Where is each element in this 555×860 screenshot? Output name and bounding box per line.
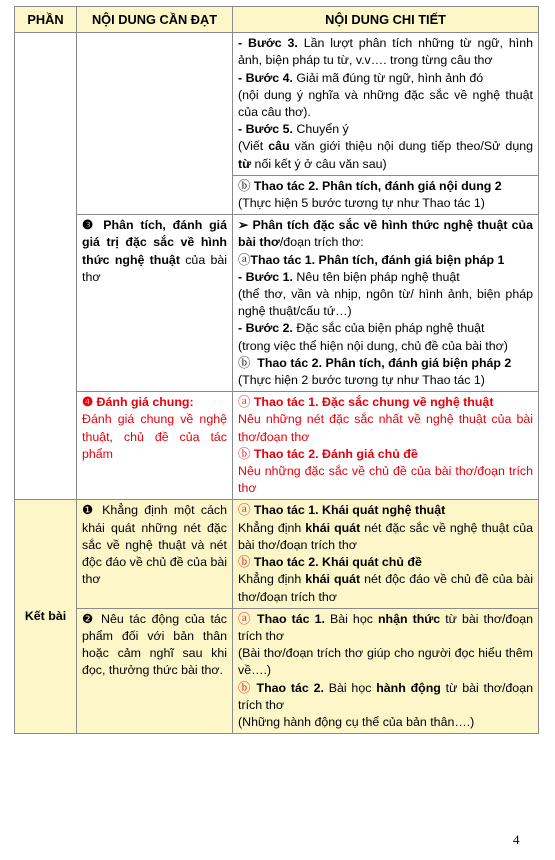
circled-a-icon: ⓐ	[238, 503, 254, 518]
table-row	[15, 500, 539, 608]
art-analysis-detail: ➢ Phân tích đặc sắc về hình thức nghệ thuật của bài thơ/đoạn trích thơ: ⓐThao tác 1. Phân tích, đánh giá biện pháp 1 - Bước 1. Nêu tên biện pháp nghệ thuật (thể thơ, vần và nhịp, ngôn từ/ hình ảnh, biện pháp nghệ thuật/cấu tứ…) - Bước 2. Đặc sắc của biện pháp nghệ thuật (trong việc thể hiện nội dung, chủ đề của bài thơ) ⓑ Thao tác 2. Phân tích, đánh giá biện pháp 2 (Thực hiện 2 bước tương tự như Thao tác 1)	[233, 215, 539, 392]
content-cell-empty	[77, 33, 233, 215]
table-row	[15, 608, 539, 733]
ketbai-point-1: ❶ Khẳng định một cách khái quát những nét đặc sắc về nghệ thuật và nét độc đáo về chủ đề của bài thơ	[77, 500, 233, 608]
table-row	[15, 215, 539, 392]
page-number: 4	[513, 832, 520, 847]
circled-b-icon: ⓑ	[238, 555, 254, 570]
header-noi-dung-can-dat: NỘI DUNG CẦN ĐẠT	[77, 7, 233, 33]
table-row	[15, 33, 539, 176]
outline-table	[14, 6, 539, 734]
circled-b-icon: ⓑ	[238, 355, 251, 370]
header-phan: PHẦN	[15, 7, 77, 33]
ketbai-point-2: ❷ Nêu tác động của tác phẩm đối với bản thân hoặc cảm nghĩ sau khi đọc, thưởng thức bài thơ.	[77, 608, 233, 733]
circled-b-icon: ⓑ	[238, 446, 254, 461]
circled-a-icon: ⓐ	[238, 611, 258, 626]
header-row	[15, 7, 539, 33]
section-ket-bai: Kết bài	[15, 500, 77, 734]
art-analysis-left: ❸ Phân tích, đánh giá giá trị đặc sắc về hình thức nghệ thuật của bài thơ	[77, 215, 233, 392]
table-row	[15, 392, 539, 500]
section-cell-empty	[15, 33, 77, 500]
circled-a-icon: ⓐ	[238, 395, 254, 410]
general-eval-detail: ⓐ Thao tác 1. Đặc sắc chung về nghệ thuật Nêu những nét đặc sắc nhất về nghệ thuật của bài thơ/đoạn thơ ⓑ Thao tác 2. Đánh giá chủ đề Nêu những đặc sắc về chủ đề của bài thơ/đoạn trích thơ	[233, 392, 539, 500]
general-eval-left: ❹ Đánh giá chung: Đánh giá chung về nghệ thuật, chủ đề của tác phẩm	[77, 392, 233, 500]
circled-a-icon: ⓐ	[238, 252, 251, 267]
header-noi-dung-chi-tiet: NỘI DUNG CHI TIẾT	[233, 7, 539, 33]
arrow-icon: ➢	[238, 218, 249, 233]
thao-tac-2-cell: ⓑ Thao tác 2. Phân tích, đánh giá nội dung 2 (Thực hiện 5 bước tương tự như Thao tác 1)	[233, 175, 539, 214]
circled-b-icon: ⓑ	[238, 680, 257, 695]
ketbai-point-1-detail: ⓐ Thao tác 1. Khái quát nghệ thuật Khẳng định khái quát nét đặc sắc về nghệ thuật của bài thơ/đoạn trích thơ ⓑ Thao tác 2. Khái quát chủ đề Khẳng định khái quát nét độc đáo về chủ đề của bài thơ/đoạn trích thơ	[233, 500, 539, 608]
ketbai-point-2-detail: ⓐ Thao tác 1. Bài học nhận thức từ bài thơ/đoạn trích thơ (Bài thơ/đoạn trích thơ giúp cho người đọc hiểu thêm về….) ⓑ Thao tác 2. Bài học hành động từ bài thơ/đoạn trích thơ (Những hành động cụ thể của bản thân….)	[233, 608, 539, 733]
steps-cell: - Bước 3. Lần lượt phân tích những từ ngữ, hình ảnh, biện pháp tu từ, v.v…. trong từng câu thơ - Bước 4. Giải mã đúng từ ngữ, hình ảnh đó (nội dung ý nghĩa và những đặc sắc về nghệ thuật của câu thơ). - Bước 5. Chuyển ý (Viết câu văn giới thiệu nội dung tiếp theo/Sử dụng từ nối kết ý ở câu văn sau)	[233, 33, 539, 176]
